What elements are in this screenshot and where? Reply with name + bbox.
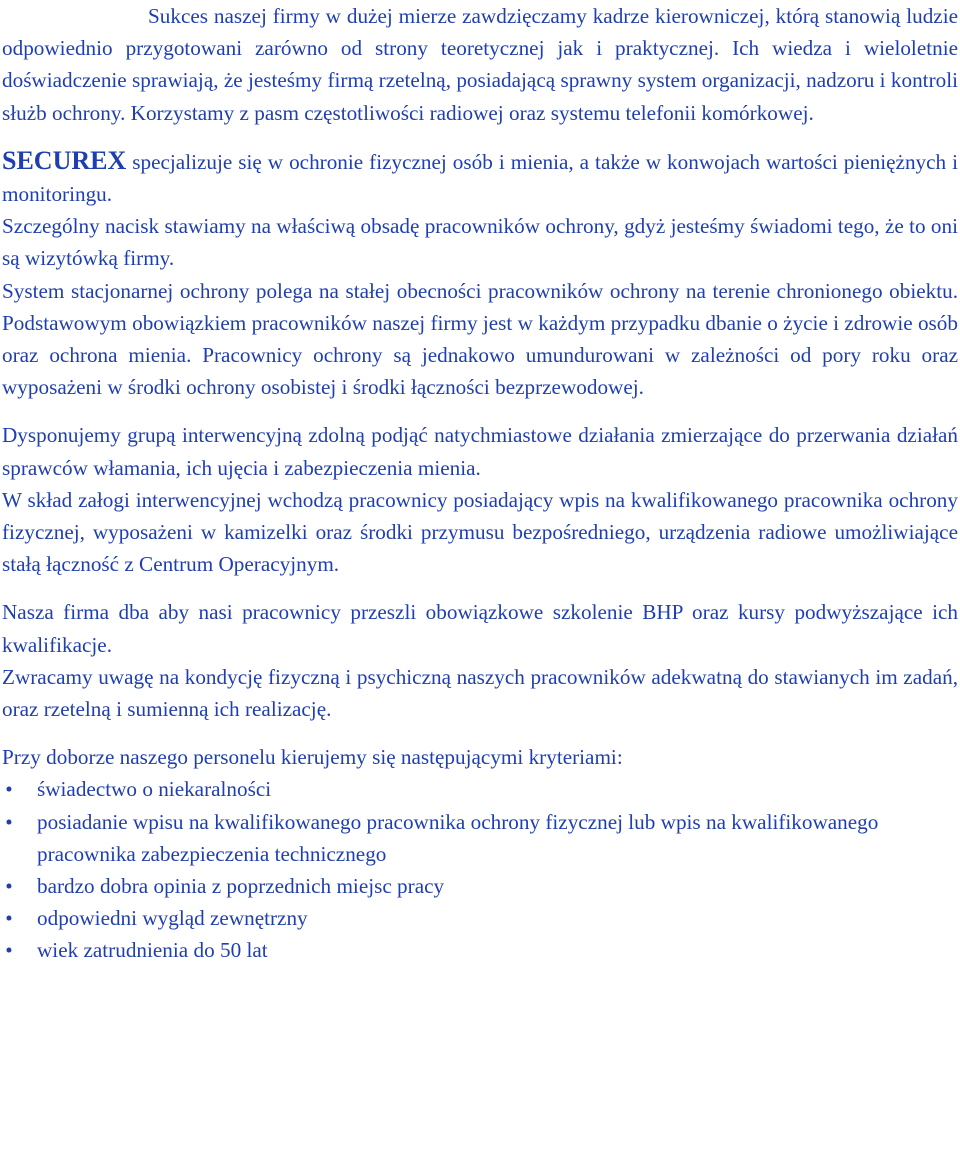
list-item <box>2 934 958 966</box>
criteria-list <box>2 773 958 966</box>
list-item-text: posiadanie wpisu na kwalifikowanego pracownika ochrony fizycznej lub wpis na kwalifikowanego pracownika zabezpieczenia technicznego <box>37 809 879 866</box>
list-item <box>2 773 958 805</box>
intervention-group-paragraph: Dysponujemy grupą interwencyjną zdolną podjąć natychmiastowe działania zmierzające do przerwania działań sprawców włamania, ich ujęcia i zabezpieczenia mienia. <box>2 423 958 480</box>
staffing-paragraph: Szczególny nacisk stawiamy na właściwą obsadę pracowników ochrony, gdyż jesteśmy świadomi tego, że to oni są wizytówką firmy. <box>2 214 958 271</box>
specialization-text: specjalizuje się w ochronie fizycznej osób i mienia, a także w konwojach wartości pieniężnych i monitoringu. <box>2 149 959 207</box>
spacer <box>2 725 958 741</box>
bullet-icon: • <box>5 874 13 899</box>
bullet-icon: • <box>5 809 13 834</box>
bullet-icon: • <box>5 938 13 963</box>
list-item <box>2 870 958 902</box>
list-item <box>2 806 958 870</box>
document-page <box>2 0 958 967</box>
spacer <box>2 580 958 596</box>
intervention-crew-paragraph: W skład załogi interwencyjnej wchodzą pracownicy posiadający wpis na kwalifikowanego pracownika ochrony fizycznej, wyposażeni w kamizelki oraz środki przymusu bezpośredniego, urządzenia radiowe umożliwiające stałą łączność z Centrum Operacyjnym. <box>2 487 958 577</box>
list-item-text: wiek zatrudnienia do 50 lat <box>37 938 268 963</box>
bullet-icon: • <box>5 906 13 931</box>
condition-paragraph: Zwracamy uwagę na kondycję fizyczną i psychiczną naszych pracowników adekwatną do stawianych im zadań, oraz rzetelną i sumienną ich realizację. <box>2 664 958 722</box>
list-item-text: odpowiedni wygląd zewnętrzny <box>37 906 308 931</box>
list-item-text: świadectwo o niekaralności <box>37 777 272 802</box>
spacer <box>2 403 958 419</box>
intro-paragraph: Sukces naszej firmy w dużej mierze zawdzięczamy kadrze kierowniczej, którą stanowią ludzie odpowiednio przygotowani zarówno od strony teoretycznej jak i praktycznej. Ich wiedza i wieloletnie doświadczenie sprawiają, że jesteśmy firmą rzetelną, posiadającą sprawny system organizacji, nadzoru i kontroli służb ochrony. Korzystamy z pasm częstotliwości radiowej oraz systemu telefonii komórkowej. <box>2 4 958 125</box>
criteria-heading: Przy doborze naszego personelu kierujemy się następującymi kryteriami: <box>2 745 623 770</box>
training-paragraph: Nasza firma dba aby nasi pracownicy przeszli obowiązkowe szkolenie BHP oraz kursy podwyższające ich kwalifikacje. <box>2 600 958 657</box>
list-item-text: bardzo dobra opinia z poprzednich miejsc pracy <box>37 874 445 899</box>
company-brand: SECUREX <box>2 145 127 175</box>
stationary-protection-paragraph: System stacjonarnej ochrony polega na stałej obecności pracowników ochrony na terenie chronionego obiektu. Podstawowym obowiązkiem pracowników naszej firmy jest w każdym przypadku dbanie o życie i zdrowie osób oraz ochrona mienia. Pracownicy ochrony są jednakowo umundurowani w zależności od pory roku oraz wyposażeni w środki ochrony osobistej i środki łączności bezprzewodowej. <box>2 278 958 400</box>
bullet-icon: • <box>5 777 13 802</box>
list-item <box>2 902 958 934</box>
spacer <box>2 129 958 145</box>
services-specialization-paragraph <box>2 145 958 210</box>
